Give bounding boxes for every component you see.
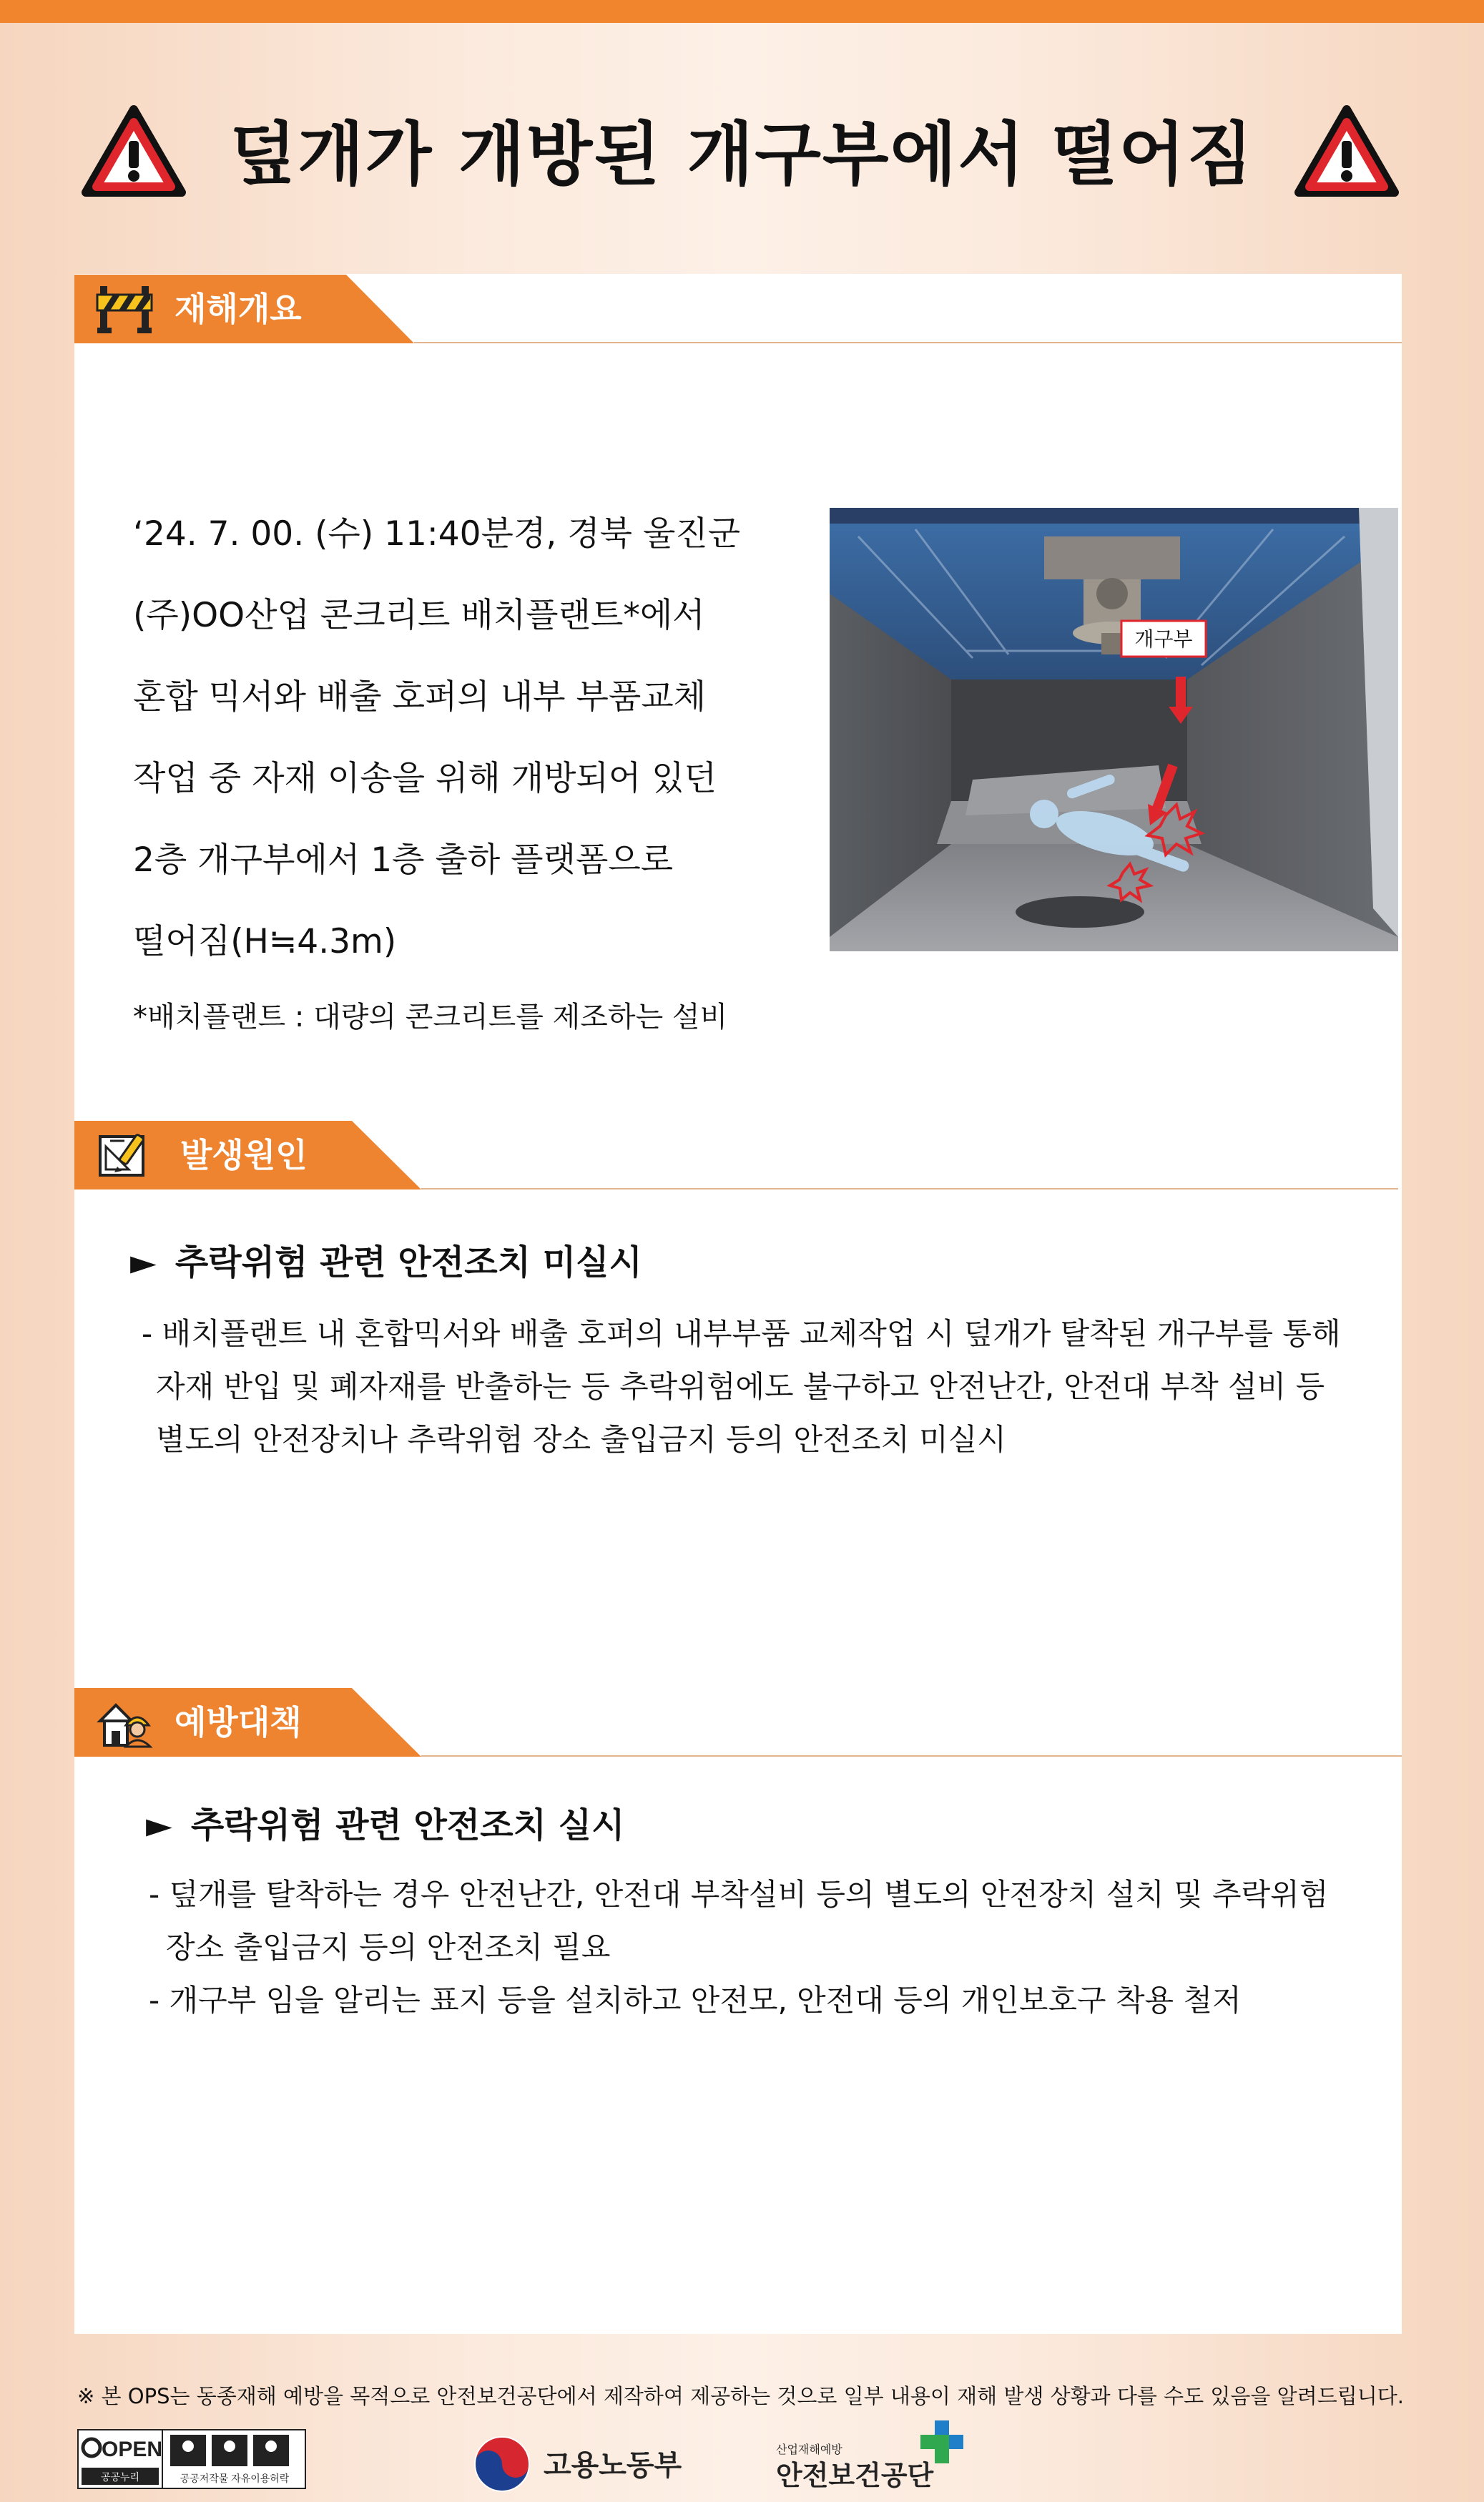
section-title: 재해개요 <box>175 290 302 328</box>
accident-site-photo <box>830 508 1398 951</box>
top-accent-bar <box>0 0 1484 23</box>
open-license-subcaption: 공공저작물 자유이용허락 <box>180 2473 290 2484</box>
cause-line: 자재 반입 및 폐자재를 반출하는 등 추락위험에도 불구하고 안전난간, 안전대 부착 설비 등 <box>156 1369 1325 1404</box>
section-header-cause <box>74 1121 1402 1189</box>
safety-worker-icon <box>96 1697 153 1748</box>
disclaimer-note: ※ 본 OPS는 동종재해 예방을 목적으로 안전보건공단에서 제작하여 제공하는 것으로 일부 내용이 재해 발생 상황과 다를 수도 있음을 알려드립니다. <box>77 2384 1404 2408</box>
agency-tagline: 산업재해예방 <box>776 2444 842 2456</box>
prevention-subheading <box>146 1797 624 1847</box>
cause-text <box>142 1308 1341 1466</box>
cause-line: 별도의 안전장치나 추락위험 장소 출입금지 등의 안전조치 미실시 <box>156 1422 1006 1457</box>
pointer-arrow-icon: ► <box>146 1805 172 1845</box>
prevention-line: - 덮개를 탈착하는 경우 안전난간, 안전대 부착설비 등의 별도의 안전장치 설치 및 추락위험 <box>149 1877 1329 1912</box>
section-header-overview <box>74 275 1402 343</box>
kosha-logo <box>769 2416 983 2496</box>
ministry-of-labor-logo <box>472 2432 701 2496</box>
page-title: 덮개가 개방된 개구부에서 떨어짐 <box>230 114 1254 195</box>
photo-label: 개구부 <box>1134 628 1193 650</box>
section-divider <box>421 1755 1402 1757</box>
overview-line: 작업 중 자재 이송을 위해 개방되어 있던 <box>133 759 717 798</box>
overview-line: 2층 개구부에서 1층 출하 플랫폼으로 <box>133 840 674 880</box>
prevention-line: - 개구부 임을 알리는 표지 등을 설치하고 안전모, 안전대 등의 개인보호구 착용 철저 <box>149 1983 1242 2018</box>
prevention-text <box>149 1868 1328 2027</box>
open-license-text: OPEN <box>102 2438 163 2461</box>
section-header-prevention <box>74 1688 1402 1757</box>
warning-icon <box>1293 104 1400 200</box>
open-license-logo <box>77 2429 306 2489</box>
overview-line: 혼합 믹서와 배출 호퍼의 내부 부품교체 <box>133 677 707 717</box>
overview-text <box>133 494 740 983</box>
overview-footnote: *배치플랜트 : 대량의 콘크리트를 제조하는 설비 <box>133 1001 728 1034</box>
overview-line: 떨어짐(H≒4.3m) <box>133 922 397 961</box>
ministry-name: 고용노동부 <box>544 2450 682 2481</box>
cause-subheading <box>130 1235 642 1284</box>
pointer-arrow-icon: ► <box>130 1242 157 1282</box>
overview-line: ‘24. 7. 00. (수) 11:40분경, 경북 울진군 <box>133 514 741 554</box>
section-divider <box>421 1188 1398 1189</box>
section-title: 발생원인 <box>180 1136 308 1174</box>
blueprint-icon <box>96 1129 153 1181</box>
prevention-line: 장소 출입금지 등의 안전조치 필요 <box>166 1930 611 1965</box>
agency-name: 안전보건공단 <box>776 2461 934 2491</box>
barricade-icon <box>96 283 153 335</box>
cause-line: - 배치플랜트 내 혼합믹서와 배출 호퍼의 내부부품 교체작업 시 덮개가 탈착된 개구부를 통해 <box>142 1316 1341 1351</box>
cause-subheading-text: 추락위험 관련 안전조치 미실시 <box>175 1242 642 1282</box>
prevention-subheading-text: 추락위험 관련 안전조치 실시 <box>190 1805 625 1845</box>
section-title: 예방대책 <box>175 1703 302 1742</box>
open-license-caption: 공공누리 <box>100 2471 140 2483</box>
section-divider <box>414 342 1402 343</box>
overview-line: (주)OO산업 콘크리트 배치플랜트*에서 <box>133 596 705 635</box>
